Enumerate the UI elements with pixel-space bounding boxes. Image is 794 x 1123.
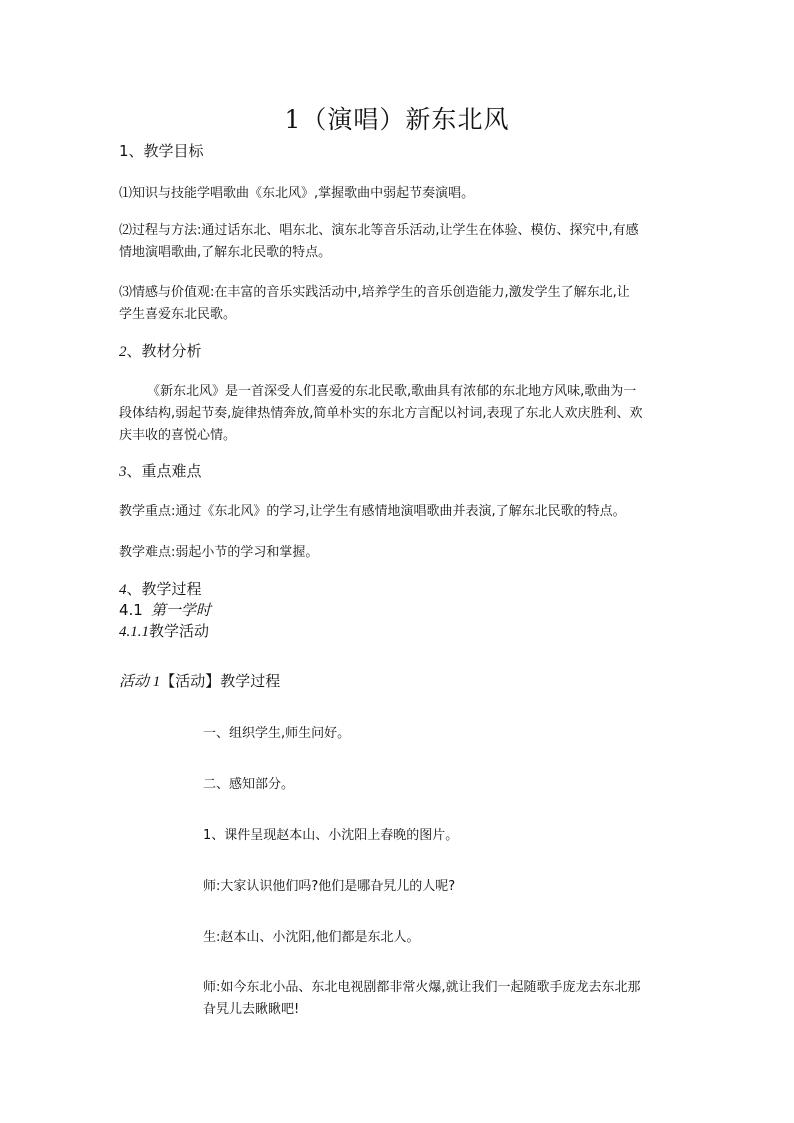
analysis-line2: 段体结构,弱起节奏,旋律热情奔放,简单朴实的东北方言配以衬词,表现了东北人欢庆胜利、欢 bbox=[119, 406, 643, 421]
section-heading-analysis bbox=[119, 340, 202, 361]
analysis-line3: 庆丰收的喜悦心情。 bbox=[119, 428, 237, 443]
subsection-number: 4.1.1 bbox=[119, 624, 149, 640]
section-label: 、教材分析 bbox=[126, 342, 202, 360]
section-heading-keypoints bbox=[119, 460, 202, 481]
subsection-label: 教学活动 bbox=[149, 622, 210, 640]
subsection-teaching-activity bbox=[119, 620, 209, 641]
step-teacher-question: 师:大家认识他们吗?他们是哪旮旯儿的人呢? bbox=[203, 879, 456, 894]
difficulty-point: 教学难点:弱起小节的学习和掌握。 bbox=[119, 545, 319, 560]
step-greeting: 一、组织学生,师生问好。 bbox=[203, 726, 351, 741]
goal-emotion-line1: ⑶情感与价值观:在丰富的音乐实践活动中,培养学生的音乐创造能力,激发学生了解东北,让 bbox=[119, 285, 630, 300]
analysis-line1: 《新东北风》是一首深受人们喜爱的东北民歌,歌曲具有浓郁的东北地方风味,歌曲为一 bbox=[147, 384, 637, 399]
section-label: 、教学过程 bbox=[126, 580, 202, 598]
goal-process-line2: 情地演唱歌曲,了解东北民歌的特点。 bbox=[119, 245, 332, 260]
section-heading-goals: 1、教学目标 bbox=[119, 142, 204, 160]
subsection-first-lesson bbox=[119, 599, 211, 620]
step-teacher-line1: 师:如今东北小品、东北电视剧都非常火爆,就让我们一起随歌手庞龙去东北那 bbox=[203, 980, 641, 995]
section-number: 2 bbox=[119, 344, 127, 360]
section-label: 、重点难点 bbox=[126, 462, 202, 480]
goal-emotion-line2: 学生喜爱东北民歌。 bbox=[119, 307, 237, 322]
step-perception: 二、感知部分。 bbox=[203, 777, 295, 792]
subsection-number: 4.1 bbox=[119, 601, 143, 619]
section-number: 3 bbox=[119, 464, 127, 480]
activity-prefix: 活动 1 bbox=[119, 674, 161, 690]
step-slide: 1、课件呈现赵本山、小沈阳上春晚的图片。 bbox=[203, 828, 459, 843]
section-heading-process bbox=[119, 578, 202, 599]
key-point: 教学重点:通过《东北风》的学习,让学生有感情地演唱歌曲并表演,了解东北民歌的特点。 bbox=[119, 504, 626, 519]
step-student-answer: 生:赵本山、小沈阳,他们都是东北人。 bbox=[203, 930, 420, 945]
section-number: 4 bbox=[119, 582, 127, 598]
subsection-label: 第一学时 bbox=[150, 603, 211, 619]
activity-label: 【活动】教学过程 bbox=[160, 672, 281, 690]
goal-process-line1: ⑵过程与方法:通过话东北、唱东北、演东北等音乐活动,让学生在体验、模仿、探究中,有感 bbox=[119, 223, 639, 238]
goal-knowledge: ⑴知识与技能学唱歌曲《东北风》,掌握歌曲中弱起节奏演唱。 bbox=[119, 186, 475, 201]
page-title: 1（演唱）新东北风 bbox=[284, 105, 510, 134]
step-teacher-line2: 旮旯儿去瞅瞅吧! bbox=[203, 1002, 300, 1017]
activity-heading bbox=[119, 670, 280, 691]
